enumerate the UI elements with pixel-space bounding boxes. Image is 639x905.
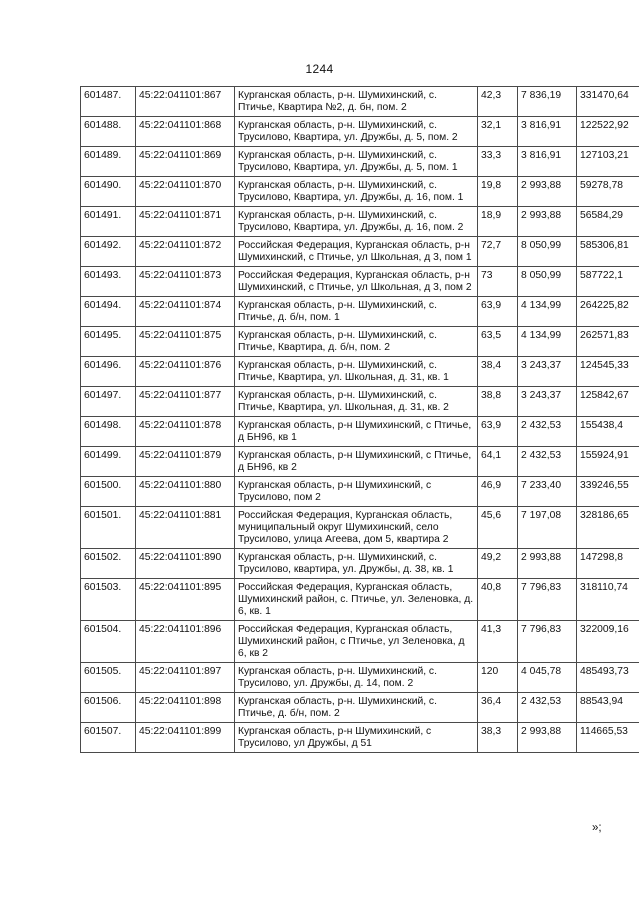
specific-value-cell: 7 233,40 [518,477,577,507]
closing-quote-mark: »; [592,822,602,834]
specific-value-cell: 3 816,91 [518,147,577,177]
cadastral-value-cell: 262571,83 [577,327,639,357]
area-cell: 33,3 [478,147,518,177]
row-number-cell: 601490. [81,177,136,207]
cadastral-number-cell: 45:22:041101:890 [136,549,235,579]
page-number: 1244 [305,62,334,76]
table-row [81,417,639,447]
specific-value-cell: 2 993,88 [518,549,577,579]
table-row [81,117,639,147]
area-cell: 63,5 [478,327,518,357]
table-row [81,177,639,207]
row-number-cell: 601500. [81,477,136,507]
row-number-cell: 601499. [81,447,136,477]
address-cell: Курганская область, р-н. Шумихинский, с. Птичье, д. б/н, пом. 1 [235,297,478,327]
cadastral-number-cell: 45:22:041101:876 [136,357,235,387]
row-number-cell: 601488. [81,117,136,147]
address-cell: Российская Федерация, Курганская область, муниципальный округ Шумихинский, село Трусилово, улица Агеева, дом 5, квартира 2 [235,507,478,549]
table-row [81,723,639,753]
specific-value-cell: 7 796,83 [518,579,577,621]
area-cell: 42,3 [478,87,518,117]
row-number-cell: 601489. [81,147,136,177]
specific-value-cell: 4 045,78 [518,663,577,693]
specific-value-cell: 7 197,08 [518,507,577,549]
table-row [81,693,639,723]
row-number-cell: 601501. [81,507,136,549]
cadastral-number-cell: 45:22:041101:873 [136,267,235,297]
cadastral-value-cell: 318110,74 [577,579,639,621]
address-cell: Курганская область, р-н. Шумихинский, с. Трусилово, Квартира, ул. Дружбы, д. 5, пом. 2 [235,117,478,147]
cadastral-value-cell: 147298,8 [577,549,639,579]
table-row [81,297,639,327]
cadastral-value-cell: 322009,16 [577,621,639,663]
cadastral-value-cell: 155924,91 [577,447,639,477]
specific-value-cell: 3 816,91 [518,117,577,147]
area-cell: 36,4 [478,693,518,723]
specific-value-cell: 7 836,19 [518,87,577,117]
address-cell: Российская Федерация, Курганская область, Шумихинский район, с. Птичье, ул. Зеленовка, д. 6, кв. 1 [235,579,478,621]
specific-value-cell: 2 993,88 [518,723,577,753]
area-cell: 72,7 [478,237,518,267]
table-row [81,267,639,297]
cadastral-value-cell: 155438,4 [577,417,639,447]
address-cell: Курганская область, р-н Шумихинский, с Трусилово, пом 2 [235,477,478,507]
address-cell: Курганская область, р-н. Шумихинский, с. Птичье, Квартира, ул. Школьная, д. 31, кв. 1 [235,357,478,387]
address-cell: Курганская область, р-н. Шумихинский, с. Трусилово, Квартира, ул. Дружбы, д. 16, пом. 2 [235,207,478,237]
address-cell: Курганская область, р-н. Шумихинский, с. Трусилово, ул. Дружбы, д. 14, пом. 2 [235,663,478,693]
row-number-cell: 601496. [81,357,136,387]
cadastral-value-cell: 56584,29 [577,207,639,237]
cadastral-value-cell: 122522,92 [577,117,639,147]
address-cell: Российская Федерация, Курганская область, р-н Шумихинский, с Птичье, ул Школьная, д 3, пом 1 [235,237,478,267]
table-row [81,207,639,237]
address-cell: Курганская область, р-н Шумихинский, с Трусилово, ул Дружбы, д 51 [235,723,478,753]
row-number-cell: 601504. [81,621,136,663]
area-cell: 63,9 [478,417,518,447]
cadastral-number-cell: 45:22:041101:872 [136,237,235,267]
specific-value-cell: 3 243,37 [518,387,577,417]
table-row [81,447,639,477]
cadastral-number-cell: 45:22:041101:875 [136,327,235,357]
specific-value-cell: 8 050,99 [518,267,577,297]
cadastral-number-cell: 45:22:041101:870 [136,177,235,207]
specific-value-cell: 4 134,99 [518,327,577,357]
cadastral-value-cell: 485493,73 [577,663,639,693]
specific-value-cell: 2 432,53 [518,693,577,723]
row-number-cell: 601497. [81,387,136,417]
area-cell: 38,3 [478,723,518,753]
row-number-cell: 601495. [81,327,136,357]
table-row [81,147,639,177]
cadastral-value-cell: 114665,53 [577,723,639,753]
area-cell: 40,8 [478,579,518,621]
area-cell: 64,1 [478,447,518,477]
table-row [81,387,639,417]
cadastral-number-cell: 45:22:041101:871 [136,207,235,237]
specific-value-cell: 8 050,99 [518,237,577,267]
cadastral-number-cell: 45:22:041101:868 [136,117,235,147]
cadastral-value-cell: 127103,21 [577,147,639,177]
row-number-cell: 601493. [81,267,136,297]
specific-value-cell: 2 993,88 [518,177,577,207]
address-cell: Российская Федерация, Курганская область, Шумихинский район, с Птичье, ул Зеленовка, д 6, кв 2 [235,621,478,663]
cadastral-value-cell: 124545,33 [577,357,639,387]
cadastral-number-cell: 45:22:041101:879 [136,447,235,477]
table-row [81,357,639,387]
address-cell: Курганская область, р-н Шумихинский, с Птичье, д БН96, кв 2 [235,447,478,477]
table-row [81,477,639,507]
cadastral-value-cell: 585306,81 [577,237,639,267]
cadastral-number-cell: 45:22:041101:881 [136,507,235,549]
row-number-cell: 601502. [81,549,136,579]
table-row [81,507,639,549]
cadastral-value-cell: 328186,65 [577,507,639,549]
area-cell: 41,3 [478,621,518,663]
area-cell: 49,2 [478,549,518,579]
area-cell: 19,8 [478,177,518,207]
address-cell: Курганская область, р-н. Шумихинский, с. Птичье, Квартира №2, д. бн, пом. 2 [235,87,478,117]
cadastral-value-cell: 125842,67 [577,387,639,417]
cadastral-number-cell: 45:22:041101:867 [136,87,235,117]
row-number-cell: 601491. [81,207,136,237]
specific-value-cell: 2 432,53 [518,447,577,477]
address-cell: Курганская область, р-н. Шумихинский, с. Трусилово, квартира, ул. Дружбы, д. 38, кв. 1 [235,549,478,579]
cadastral-number-cell: 45:22:041101:896 [136,621,235,663]
area-cell: 63,9 [478,297,518,327]
table-row [81,87,639,117]
area-cell: 120 [478,663,518,693]
area-cell: 73 [478,267,518,297]
area-cell: 45,6 [478,507,518,549]
address-cell: Курганская область, р-н. Шумихинский, с. Трусилово, Квартира, ул. Дружбы, д. 16, пом. 1 [235,177,478,207]
table-body [81,87,639,753]
table-row [81,549,639,579]
specific-value-cell: 2 993,88 [518,207,577,237]
row-number-cell: 601506. [81,693,136,723]
cadastral-number-cell: 45:22:041101:895 [136,579,235,621]
row-number-cell: 601507. [81,723,136,753]
row-number-cell: 601498. [81,417,136,447]
cadastral-number-cell: 45:22:041101:869 [136,147,235,177]
address-cell: Курганская область, р-н. Шумихинский, с. Трусилово, Квартира, ул. Дружбы, д. 5, пом. 1 [235,147,478,177]
cadastral-number-cell: 45:22:041101:878 [136,417,235,447]
table-row [81,327,639,357]
area-cell: 32,1 [478,117,518,147]
address-cell: Курганская область, р-н Шумихинский, с Птичье, д БН96, кв 1 [235,417,478,447]
table-row [81,579,639,621]
cadastral-number-cell: 45:22:041101:874 [136,297,235,327]
cadastral-value-cell: 331470,64 [577,87,639,117]
address-cell: Курганская область, р-н. Шумихинский, с. Птичье, д. б/н, пом. 2 [235,693,478,723]
area-cell: 46,9 [478,477,518,507]
cadastral-value-cell: 339246,55 [577,477,639,507]
row-number-cell: 601492. [81,237,136,267]
address-cell: Российская Федерация, Курганская область, р-н Шумихинский, с Птичье, ул Школьная, д 3, пом 2 [235,267,478,297]
specific-value-cell: 2 432,53 [518,417,577,447]
cadastral-value-cell: 264225,82 [577,297,639,327]
table-row [81,621,639,663]
cadastral-number-cell: 45:22:041101:899 [136,723,235,753]
cadastral-number-cell: 45:22:041101:877 [136,387,235,417]
cadastral-number-cell: 45:22:041101:880 [136,477,235,507]
specific-value-cell: 7 796,83 [518,621,577,663]
area-cell: 18,9 [478,207,518,237]
cadastral-value-cell: 587722,1 [577,267,639,297]
area-cell: 38,8 [478,387,518,417]
area-cell: 38,4 [478,357,518,387]
cadastral-value-cell: 59278,78 [577,177,639,207]
table-row [81,663,639,693]
address-cell: Курганская область, р-н. Шумихинский, с. Птичье, Квартира, д. б/н, пом. 2 [235,327,478,357]
row-number-cell: 601505. [81,663,136,693]
row-number-cell: 601503. [81,579,136,621]
specific-value-cell: 4 134,99 [518,297,577,327]
row-number-cell: 601494. [81,297,136,327]
cadastral-number-cell: 45:22:041101:897 [136,663,235,693]
address-cell: Курганская область, р-н. Шумихинский, с. Птичье, Квартира, ул. Школьная, д. 31, кв. 2 [235,387,478,417]
specific-value-cell: 3 243,37 [518,357,577,387]
table-row [81,237,639,267]
cadastral-value-cell: 88543,94 [577,693,639,723]
cadastral-number-cell: 45:22:041101:898 [136,693,235,723]
cadastral-value-table [80,86,639,753]
row-number-cell: 601487. [81,87,136,117]
